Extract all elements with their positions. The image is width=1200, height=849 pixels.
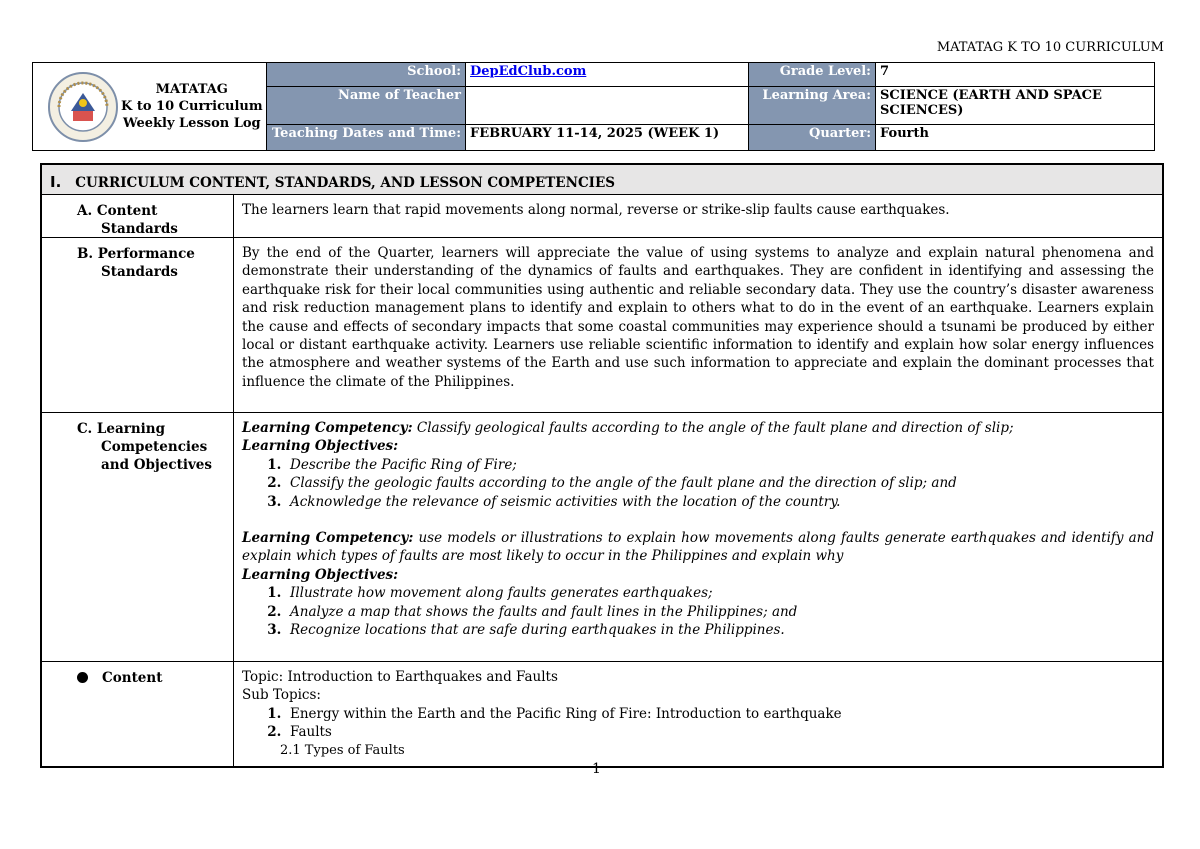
subtopics-list [242,705,1154,742]
deped-seal-icon [47,71,119,143]
quarter-label: Quarter: [749,125,876,150]
sub-subtopic: 2.1 Types of Faults [280,742,405,758]
school-label: School: [267,63,466,87]
competency-text: Classify geological faults according to the angle of the fault plane and direction of slip; [412,420,1014,436]
brand-title [121,81,263,132]
subtopic-item: 1. Energy within the Earth and the Pacific Ring of Fire: Introduction to earthquake [286,705,1154,723]
objectives-label: Learning Objectives: [242,566,399,583]
brand-line-1: MATATAG [155,82,228,97]
grade-label: Grade Level: [749,63,876,87]
performance-standards-row [42,238,1162,413]
teacher-value [466,87,749,125]
section-number: I. [50,173,62,191]
competency-2 [242,529,1154,566]
competency-1 [242,419,1154,437]
grade-value: 7 [876,63,1154,87]
content-standards-text [234,195,1162,237]
label-line: B. Performance [77,246,195,262]
objective-item: 1. Illustrate how movement along faults generates earthquakes; [286,584,1154,602]
competency-text: use models or illustrations to explain how movements along faults generate earthquakes and identify and explain which types of faults are most likely to occur in the Philippines and explain why [242,530,1154,565]
lesson-log-header [32,62,1155,151]
paragraph: By the end of the Quarter, learners will appreciate the value of using systems to analyze and explain natural phenomena and demonstrate their understanding of the dynamics of faults and earthquakes. They are confident in identifying and assessing the earthquake risk for their local communities using authentic and reliable secondary data. They use the country’s disaster awareness and risk reduction management plans to identify and explain to others what to do in the event of an earthquake. Learners explain the cause and effects of secondary impacts that some coastal communities may experience should a tsunami be produced by either local or distant earthquake activity. Learners use reliable scientific information to identify and explain how solar energy influences the atmosphere and weather systems of the Earth and use such information to appreciate and explain the dominant processes that influence the climate of the Philippines. [242,245,1154,390]
school-link[interactable]: DepEdClub.com [470,64,587,79]
label-line: C. Learning [77,421,166,437]
topic: Topic: Introduction to Earthquakes and Faults [242,669,558,685]
curriculum-table [40,163,1164,768]
section-heading [42,165,1162,195]
quarter-value: Fourth [880,126,929,141]
label-line: A. Content [77,203,158,219]
content-label [42,662,234,768]
teacher-label: Name of Teacher [267,87,466,125]
page-number: 1 [592,761,601,777]
competencies-text [234,413,1162,661]
label-line: Content [102,670,163,686]
objectives-list-2 [242,584,1154,639]
content-row [42,662,1162,768]
competencies-label [42,413,234,661]
subtopic-item: 2. Faults [286,723,1154,741]
performance-standards-label [42,238,234,412]
content-standards-label [42,195,234,237]
objective-item: 2. Analyze a map that shows the faults and fault lines in the Philippines; and [286,603,1154,621]
objective-item: 2. Classify the geologic faults according to the angle of the fault plane and the direction of slip; and [286,474,1154,492]
content-text [234,662,1162,768]
area-value: SCIENCE (EARTH AND SPACE SCIENCES) [876,87,1154,125]
performance-standards-text [234,238,1162,412]
brand-line-3: Weekly Lesson Log [122,116,261,131]
label-line: Competencies [101,439,208,455]
subtopics-label: Sub Topics: [242,687,321,704]
objectives-label: Learning Objectives: [242,438,399,455]
brand-line-2: K to 10 Curriculum [121,99,263,114]
paragraph: The learners learn that rapid movements along normal, reverse or strike-slip faults cause earthquakes. [242,202,950,218]
competency-label: Learning Competency: [242,420,413,436]
section-title: CURRICULUM CONTENT, STANDARDS, AND LESSON COMPETENCIES [75,175,616,191]
objective-item: 3. Acknowledge the relevance of seismic activities with the location of the country. [286,493,1154,511]
area-label: Learning Area: [749,87,876,125]
objective-item: 1. Describe the Pacific Ring of Fire; [286,456,1154,474]
school-value [466,63,749,87]
brand-block [33,63,267,150]
label-line: Standards [101,221,178,237]
objective-item: 3. Recognize locations that are safe during earthquakes in the Philippines. [286,621,1154,639]
bullet-icon [77,672,88,683]
objectives-list-1 [242,456,1154,511]
dates-value: FEBRUARY 11-14, 2025 (WEEK 1) [466,125,749,150]
competency-label: Learning Competency: [242,530,414,547]
running-header: MATATAG K TO 10 CURRICULUM [936,40,1164,55]
label-line: and Objectives [101,457,212,473]
content-standards-row [42,195,1162,238]
dates-label: Teaching Dates and Time: [267,125,466,150]
label-line: Standards [101,264,178,280]
competencies-row [42,413,1162,662]
header-grid [267,63,1154,150]
